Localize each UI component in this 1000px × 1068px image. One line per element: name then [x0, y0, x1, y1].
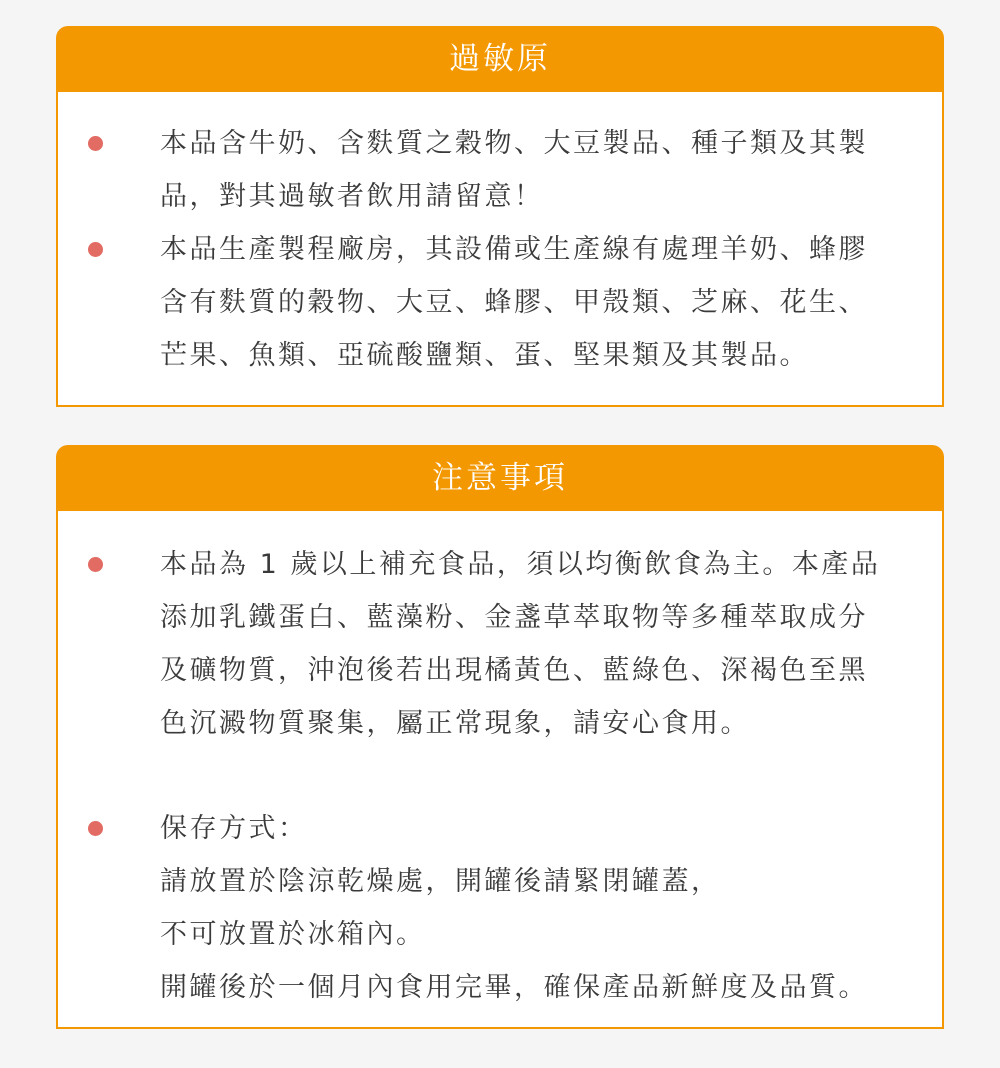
- allergen-title: 過敏原: [56, 26, 944, 92]
- item-line: 開罐後於一個月內食用完畢，確保產品新鮮度及品質。: [160, 972, 868, 1003]
- allergen-list: [86, 117, 922, 382]
- list-item: [86, 117, 922, 223]
- allergen-card: [56, 26, 944, 407]
- bullet-icon: [88, 136, 103, 151]
- item-line: 及礦物質，沖泡後若出現橘黃色、藍綠色、深褐色至黑: [160, 655, 868, 686]
- item-line: 請放置於陰涼乾燥處，開罐後請緊閉罐蓋，: [160, 866, 721, 897]
- item-line: 本品生產製程廠房，其設備或生產線有處理羊奶、蜂膠: [160, 234, 868, 265]
- item-line: 芒果、魚類、亞硫酸鹽類、蛋、堅果類及其製品。: [160, 340, 809, 371]
- list-item: [86, 538, 922, 750]
- item-line: 保存方式：: [160, 813, 308, 844]
- bullet-icon: [88, 242, 103, 257]
- item-line: 本品含牛奶、含麩質之穀物、大豆製品、種子類及其製: [160, 128, 868, 159]
- item-line: 色沉澱物質聚集，屬正常現象，請安心食用。: [160, 708, 750, 739]
- list-item: [86, 802, 922, 1014]
- notes-title: 注意事項: [56, 445, 944, 511]
- notes-list: [86, 538, 922, 1014]
- spacer: [86, 750, 922, 802]
- bullet-icon: [88, 557, 103, 572]
- item-line: 含有麩質的穀物、大豆、蜂膠、甲殼類、芝麻、花生、: [160, 287, 868, 318]
- list-item: [86, 223, 922, 382]
- item-line: 本品為 1 歲以上補充食品，須以均衡飲食為主。本產品: [160, 549, 881, 580]
- item-line: 不可放置於冰箱內。: [160, 919, 426, 950]
- notes-card: [56, 445, 944, 1029]
- bullet-icon: [88, 821, 103, 836]
- item-line: 添加乳鐵蛋白、藍藻粉、金盞草萃取物等多種萃取成分: [160, 602, 868, 633]
- item-line: 品，對其過敏者飲用請留意！: [160, 181, 544, 212]
